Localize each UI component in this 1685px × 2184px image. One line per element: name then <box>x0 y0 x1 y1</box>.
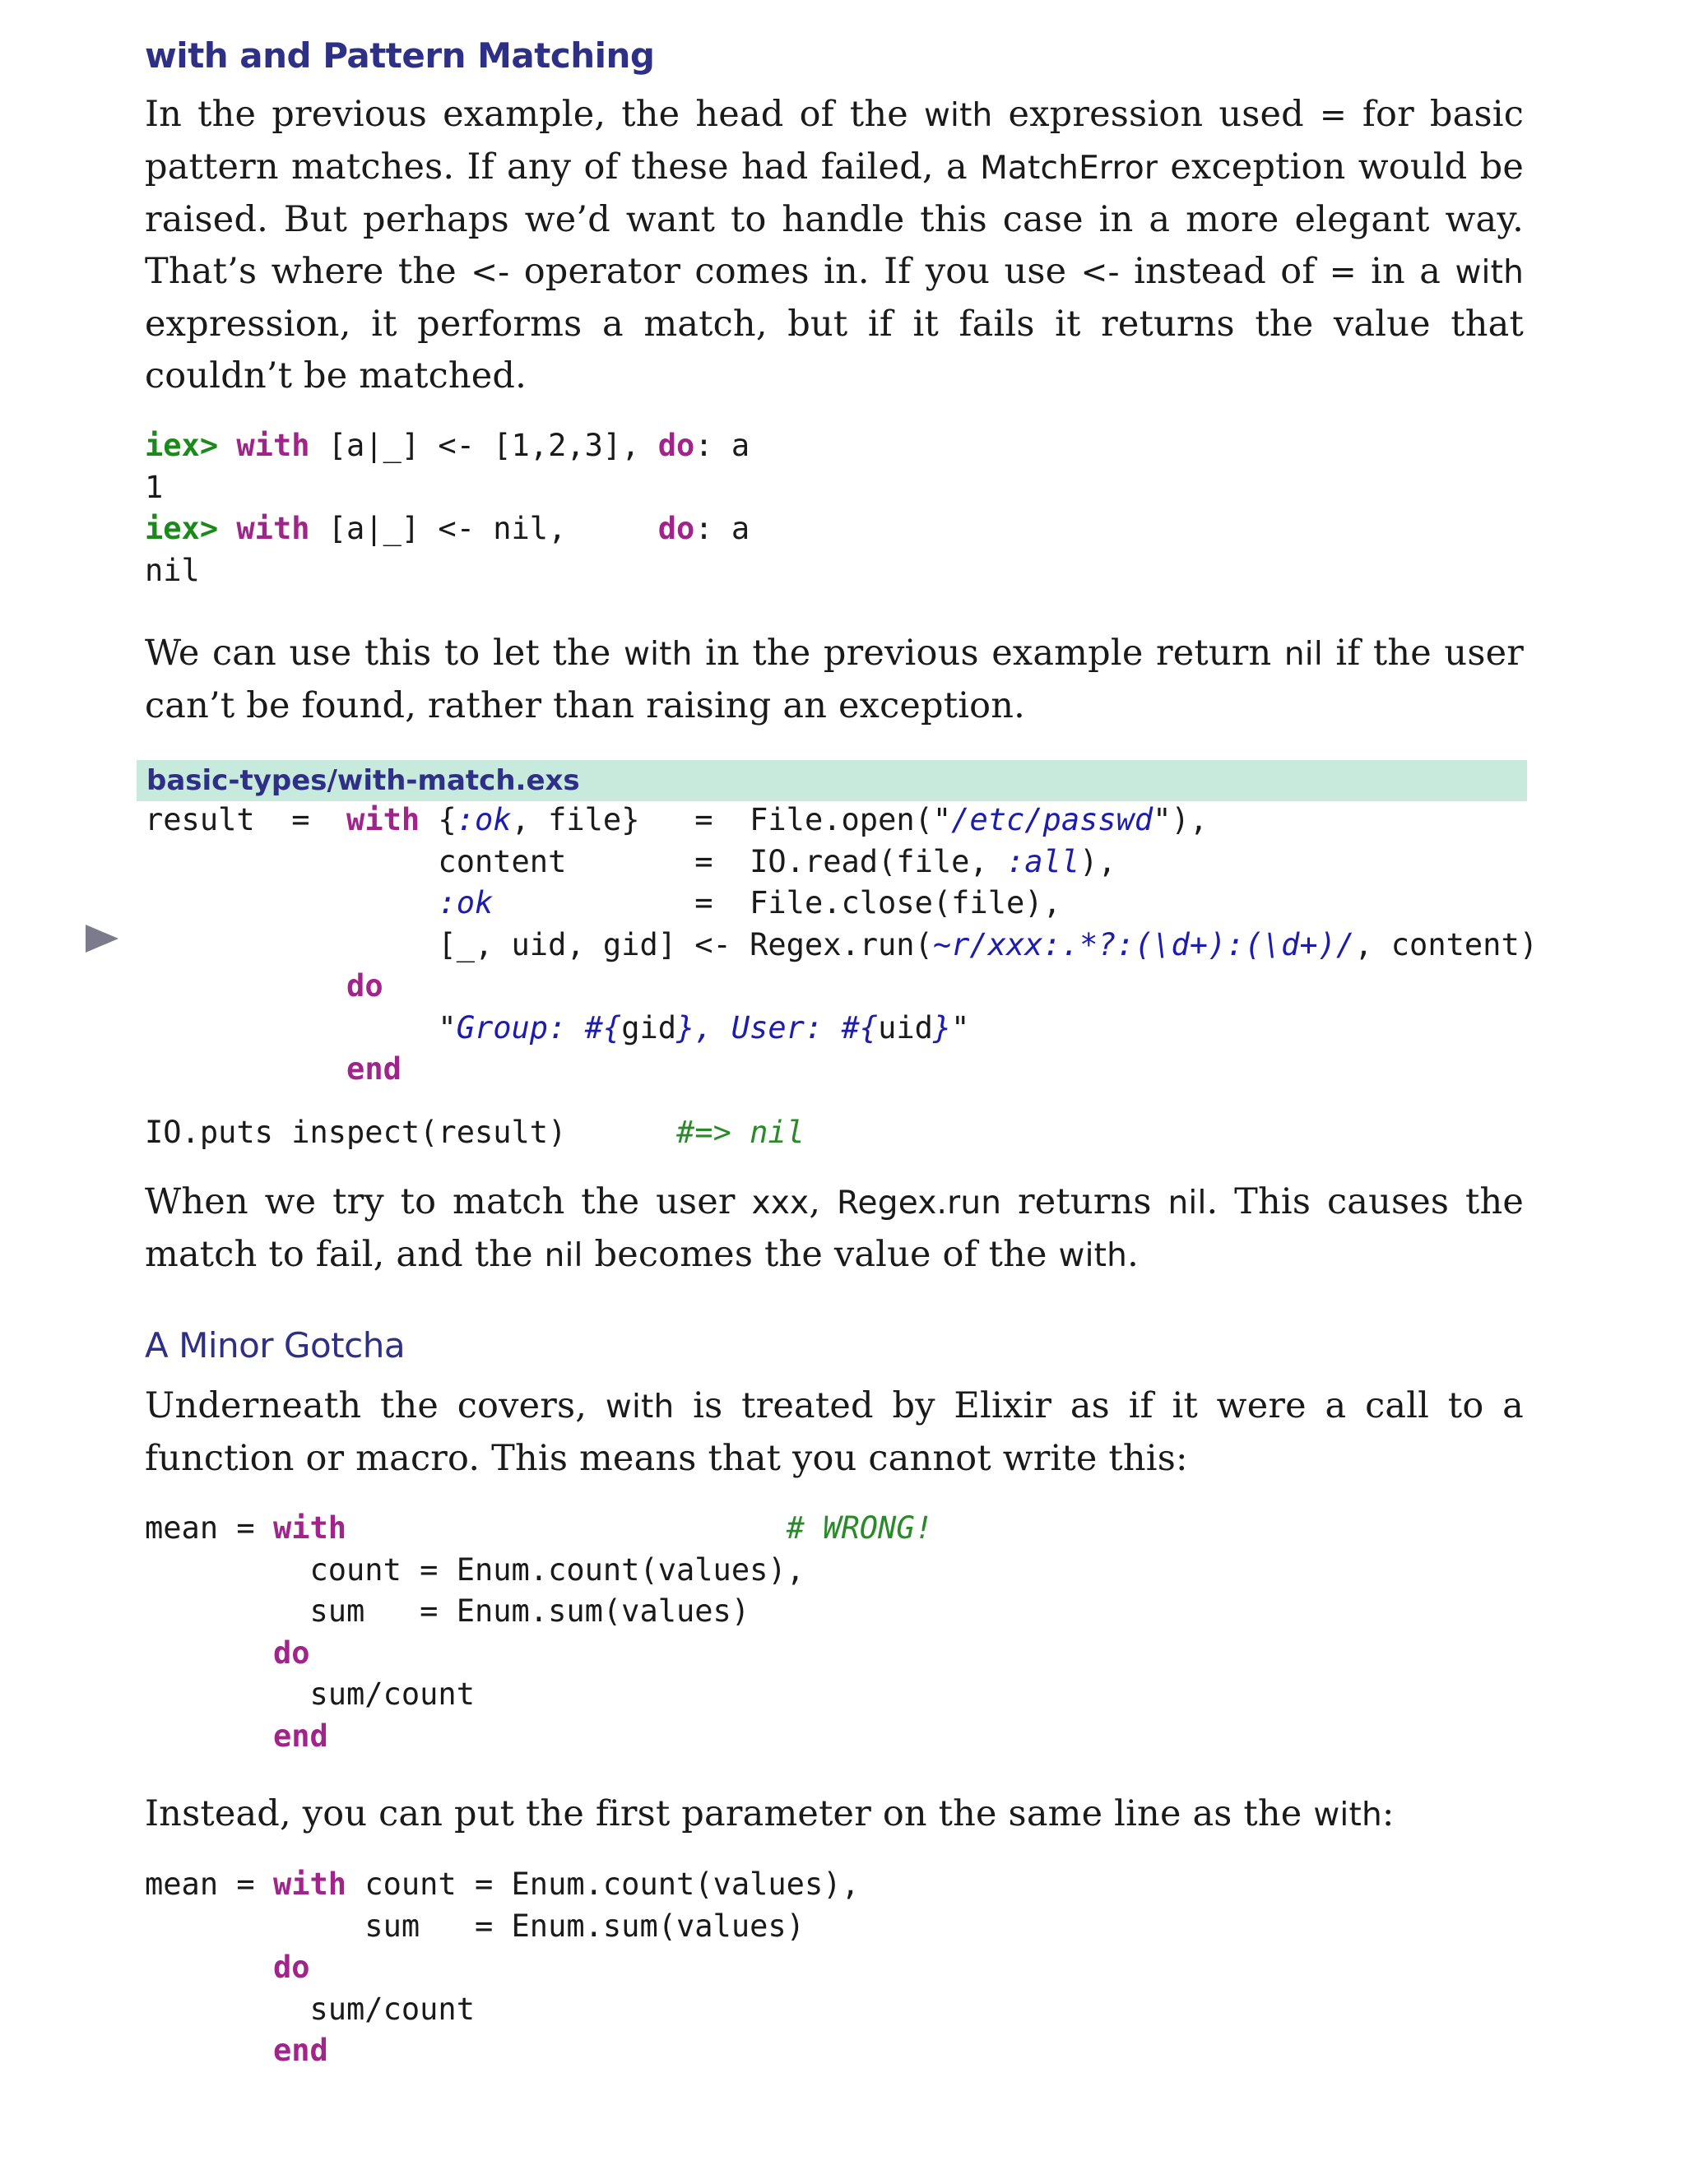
code-text: = File.close(file), <box>493 885 1061 920</box>
text: in the previous example return <box>692 633 1284 674</box>
code-text: : a <box>694 428 750 463</box>
text: . <box>1127 1234 1139 1275</box>
string: } <box>932 1009 952 1046</box>
inline-code: <- <box>1080 254 1120 291</box>
code-text: " <box>145 1009 457 1046</box>
text: becomes the value of the <box>583 1234 1059 1275</box>
text: , <box>809 1181 838 1222</box>
code-text: sum/count <box>145 1991 475 2027</box>
code-text: [a|_] <- nil, <box>309 511 658 546</box>
text: When we try to match the user <box>145 1181 752 1222</box>
comment: # WRONG! <box>786 1510 933 1546</box>
code-text: gid <box>621 1009 677 1046</box>
code-text: " <box>951 1009 970 1046</box>
inline-code: nil <box>1283 636 1323 673</box>
code-block-with-match <box>145 800 1538 1091</box>
code-text: "), <box>1153 802 1209 837</box>
atom: :all <box>1005 843 1080 879</box>
inline-code: = <box>1329 254 1357 291</box>
text: Instead, you can put the first parameter on the same line as the <box>145 1793 1314 1834</box>
keyword: with <box>272 1866 347 1902</box>
iex-prompt: iex> <box>145 428 219 463</box>
code-text: content = IO.read(file, <box>145 843 1006 879</box>
code-text: sum/count <box>145 1676 475 1712</box>
atom: :ok <box>438 885 494 920</box>
paragraph-use-this <box>145 628 1524 732</box>
keyword: with <box>236 428 310 463</box>
inline-code: with <box>605 1389 675 1426</box>
code-block-iex <box>145 425 1524 591</box>
text: . This causes the match to fail, and the <box>145 1181 1524 1275</box>
code-text: , content) <box>1354 926 1538 962</box>
paragraph-regex-nil <box>145 1176 1524 1282</box>
text: In the previous example, the head of the <box>145 94 924 135</box>
code-text: [a|_] <- [1,2,3], <box>309 428 658 463</box>
margin-arrow-icon <box>86 925 118 953</box>
keyword: with <box>346 802 420 837</box>
inline-code: MatchError <box>980 150 1158 187</box>
text: returns <box>1001 1181 1168 1222</box>
code-output: 1 <box>145 469 164 505</box>
heading-code-with: with <box>145 35 229 76</box>
paragraph-instead <box>145 1788 1524 1841</box>
text: exception would be raised. But perhaps we’d want to handle this case in a more elegant way. That’s where the <box>145 146 1524 292</box>
document-page <box>145 33 1538 2072</box>
inline-code: <- <box>471 254 510 291</box>
code-text: result = <box>145 802 347 837</box>
inline-code: with <box>624 636 693 673</box>
code-text: mean = <box>145 1510 273 1546</box>
paragraph-underneath <box>145 1380 1524 1485</box>
keyword: do <box>657 511 695 546</box>
code-text: mean = <box>145 1866 273 1902</box>
string: }, User: #{ <box>676 1009 879 1046</box>
text: instead of <box>1119 251 1330 292</box>
inline-code: = <box>1319 97 1347 134</box>
paragraph-intro <box>145 89 1524 402</box>
code-text <box>346 1510 787 1546</box>
comment: #=> nil <box>676 1114 805 1150</box>
inline-code: with <box>1313 1797 1382 1834</box>
string: /etc/passwd <box>951 802 1154 837</box>
code-text: : a <box>694 511 750 546</box>
text: operator comes in. If you use <box>509 251 1081 292</box>
text: in a <box>1356 251 1455 292</box>
keyword: end <box>346 1051 402 1087</box>
code-text: count = Enum.count(values), <box>145 1551 805 1588</box>
code-text: count = Enum.count(values), <box>346 1866 860 1902</box>
code-text: ), <box>1079 843 1116 879</box>
code-text: { <box>420 802 457 837</box>
code-text: sum = Enum.sum(values) <box>145 1908 805 1944</box>
keyword: with <box>272 1510 347 1546</box>
text: is treated by Elixir as if it were a call to a function or macro. This means that you cannot write this: <box>145 1385 1524 1479</box>
code-file-label: basic-types/with-match.exs <box>137 760 1527 801</box>
code-line-puts <box>145 1112 1524 1154</box>
keyword: do <box>272 1635 310 1671</box>
section-heading-minor-gotcha: A Minor Gotcha <box>145 1325 406 1366</box>
heading-text: and Pattern Matching <box>228 35 655 76</box>
keyword: do <box>272 1950 310 1985</box>
inline-code: with <box>1455 254 1524 291</box>
keyword: end <box>272 1718 328 1754</box>
iex-prompt: iex> <box>145 511 219 546</box>
code-block-wrong <box>145 1508 1524 1757</box>
keyword: with <box>236 511 310 546</box>
section-heading-with-pattern-matching <box>145 31 1524 81</box>
inline-code: with <box>1058 1237 1128 1274</box>
text: expression used <box>992 94 1320 135</box>
inline-code: nil <box>1167 1185 1207 1222</box>
keyword: do <box>657 428 695 463</box>
code-block-right <box>145 1864 1524 2072</box>
code-text: sum = Enum.sum(values) <box>145 1593 750 1629</box>
regex: ~r/xxx:.*?:(\d+):(\d+)/ <box>932 926 1355 962</box>
inline-code: Regex.run <box>837 1185 1002 1222</box>
atom: :ok <box>456 802 512 837</box>
text: for basic pattern matches. If any of these had failed, a <box>145 94 1524 188</box>
inline-code: xxx <box>751 1185 810 1222</box>
inline-code: nil <box>544 1237 583 1274</box>
code-text <box>145 885 438 920</box>
text: : <box>1381 1793 1395 1834</box>
text: if the user can’t be found, rather than raising an exception. <box>145 633 1524 726</box>
keyword: end <box>272 2033 328 2068</box>
text: Underneath the covers, <box>145 1385 606 1426</box>
code-text: [_, uid, gid] <- Regex.run( <box>145 926 933 962</box>
keyword: do <box>346 968 383 1004</box>
code-output: nil <box>145 552 200 588</box>
code-text: , file} = File.open(" <box>511 802 952 837</box>
string: Group: #{ <box>456 1009 622 1046</box>
text: We can use this to let the <box>145 633 624 674</box>
code-text: uid <box>878 1009 933 1046</box>
text: expression, it performs a match, but if it fails it returns the value that couldn’t be matched. <box>145 304 1524 396</box>
code-text: IO.puts inspect(result) <box>145 1114 677 1150</box>
inline-code: with <box>923 97 993 134</box>
